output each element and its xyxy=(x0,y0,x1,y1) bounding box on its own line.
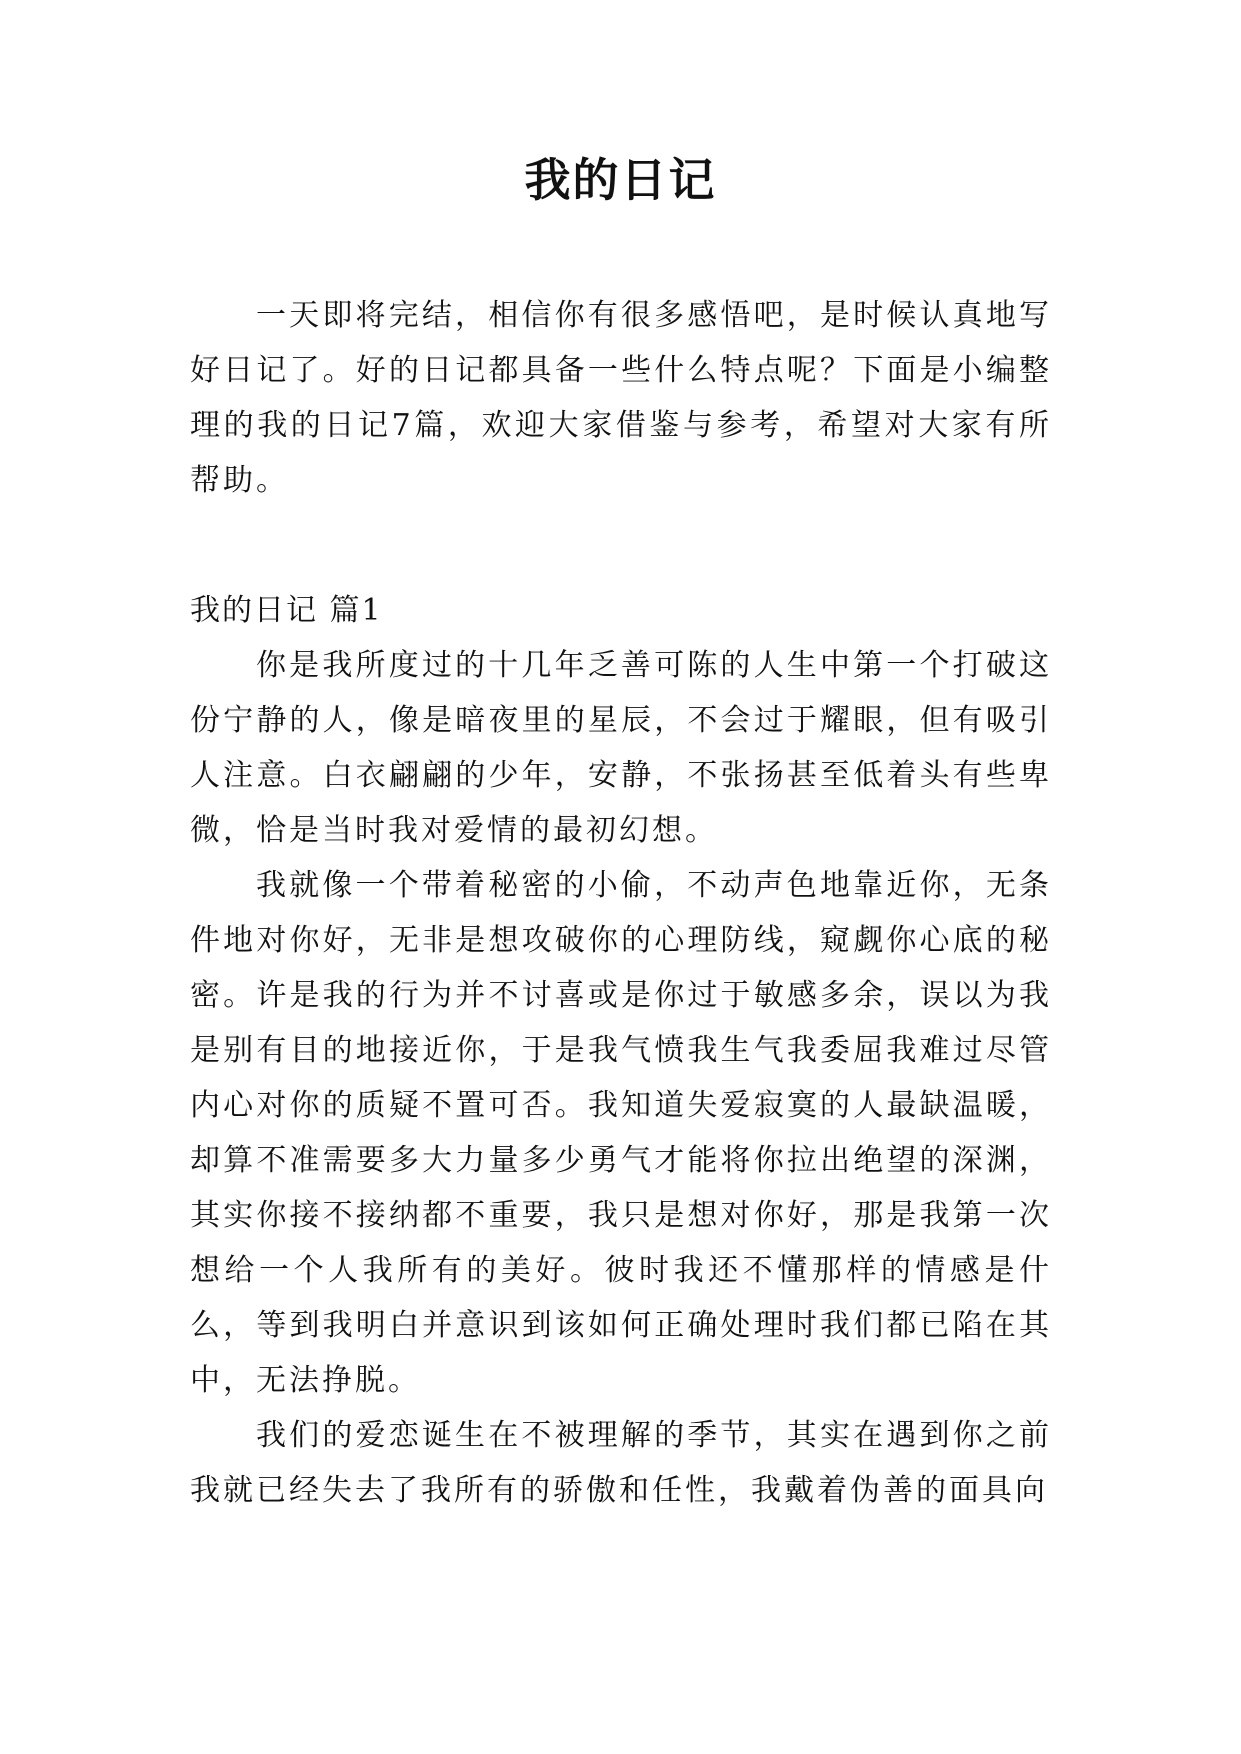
document-title: 我的日记 xyxy=(524,153,717,207)
section-heading: 我的日记 篇1 xyxy=(190,593,383,628)
body-paragraph: 我们的爱恋诞生在不被理解的季节，其实在遇到你之前我就已经失去了我所有的骄傲和任性，我戴着伪善的面具向 xyxy=(190,1418,1052,1508)
document-body xyxy=(190,288,1052,1518)
section-spacer xyxy=(190,508,1052,583)
body-paragraph: 你是我所度过的十几年乏善可陈的人生中第一个打破这份宁静的人，像是暗夜里的星辰，不会过于耀眼，但有吸引人注意。白衣翩翩的少年，安静，不张扬甚至低着头有些卑微，恰是当时我对爱情的最初幻想。 xyxy=(190,648,1052,848)
body-paragraph: 我就像一个带着秘密的小偷，不动声色地靠近你，无条件地对你好，无非是想攻破你的心理防线，窥觑你心底的秘密。许是我的行为并不讨喜或是你过于敏感多余，误以为我是别有目的地接近你，于是我气愤我生气我委屈我难过尽管内心对你的质疑不置可否。我知道失爱寂寞的人最缺温暖，却算不准需要多大力量多少勇气才能将你拉出绝望的深渊，其实你接不接纳都不重要，我只是想对你好，那是我第一次想给一个人我所有的美好。彼时我还不懂那样的情感是什么，等到我明白并意识到该如何正确处理时我们都已陷在其中，无法挣脱。 xyxy=(190,868,1052,1398)
intro-paragraph: 一天即将完结，相信你有很多感悟吧，是时候认真地写好日记了。好的日记都具备一些什么特点呢？下面是小编整理的我的日记7篇，欢迎大家借鉴与参考，希望对大家有所帮助。 xyxy=(190,298,1052,498)
